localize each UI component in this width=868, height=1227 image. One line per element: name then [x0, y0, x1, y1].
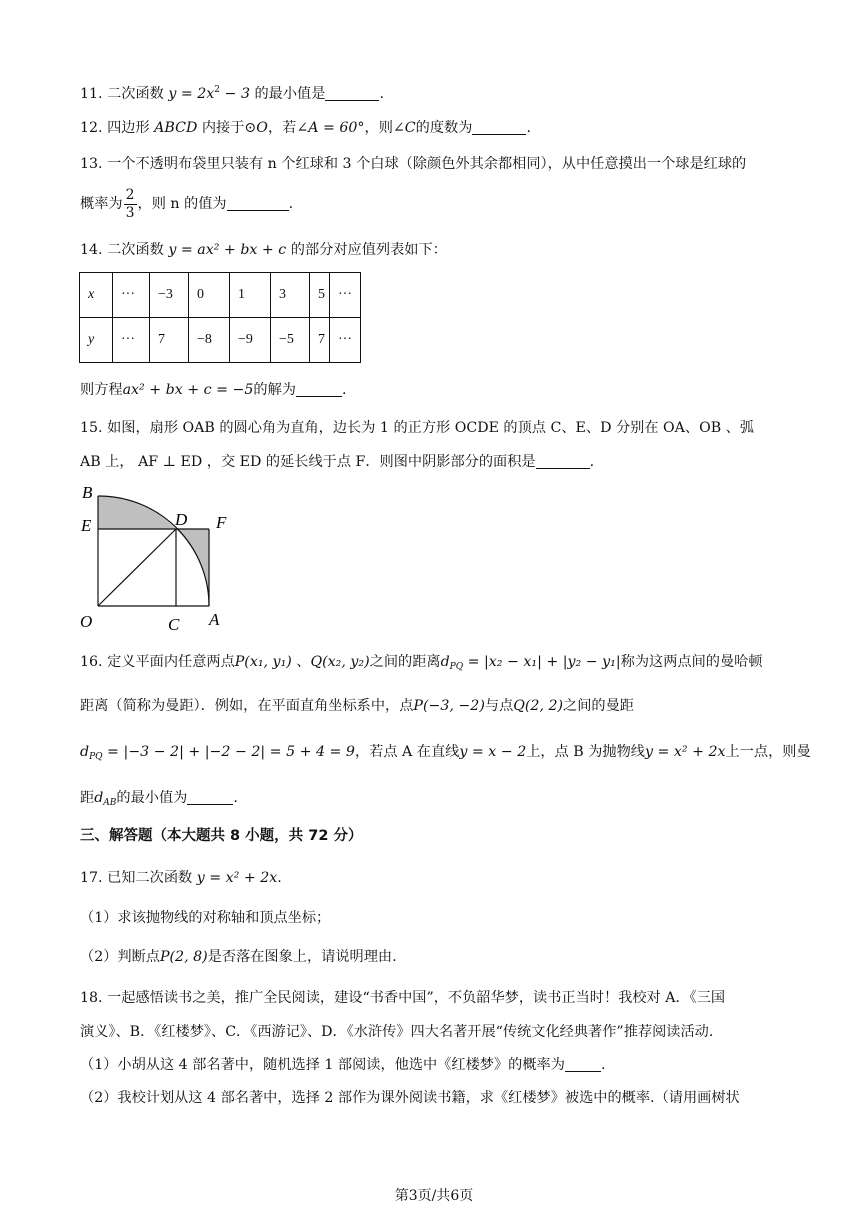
table-cell: −3 [150, 273, 189, 318]
page-number: 第3页/共6页 [394, 1188, 474, 1204]
table-cell: −5 [271, 318, 310, 363]
table-cell: ··· [330, 273, 361, 318]
q16-distance-formula: = |x₂ − x₁| + |y₂ − y₁| [463, 654, 621, 670]
q16-line3-sub: PQ [89, 752, 103, 762]
q16-point-p: P(x₁, y₁) [234, 654, 292, 670]
q14-after-suffix: 的解为 [253, 382, 296, 398]
q15-line1: 15. 如图，扇形 OAB 的圆心角为直角，边长为 1 的正方形 OCDE 的顶点 C、E、D 分别在 OA、OB 、弧 [80, 420, 755, 436]
q16-line2 [80, 696, 634, 716]
label-O: O [80, 612, 93, 631]
table-cell: 3 [271, 273, 310, 318]
q17-sub1: （1）求该抛物线的对称轴和顶点坐标； [80, 910, 331, 926]
q16-line2-c: 之间的曼距 [563, 698, 634, 714]
q12-answer-blank[interactable] [472, 120, 526, 135]
q16-answer-blank[interactable] [187, 790, 233, 805]
q11-end: . [379, 86, 384, 102]
table-cell: y [80, 318, 113, 363]
table-cell: 7 [150, 318, 189, 363]
table-cell: ··· [113, 318, 150, 363]
q16-distance-symbol: d [440, 654, 450, 670]
table-cell: −8 [189, 318, 230, 363]
q14-suffix: 的部分对应值列表如下： [290, 242, 447, 258]
q15-answer-blank[interactable] [536, 454, 590, 469]
q16-example-q: Q(2, 2) [513, 698, 564, 714]
q13-answer-blank[interactable] [227, 196, 289, 211]
table-row-x [80, 273, 361, 318]
q18-sub2: （2）我校计划从这 4 部名著中，选择 2 部作为课外阅读书籍，求《红楼梦》被选中的概率.（请用画树状 [80, 1090, 740, 1106]
q17-sub2-suffix: 是否落在图象上，请说明理由. [207, 949, 397, 965]
label-C: C [168, 615, 180, 634]
q12-angle-c: ∠C [392, 120, 416, 136]
q16-line4-symbol: d [94, 790, 104, 806]
q16-line4 [80, 788, 238, 813]
q17-point: P(2, 8) [159, 949, 208, 965]
q17-formula: y = x² + 2x [196, 870, 278, 886]
q13-frac-den: 3 [125, 204, 135, 221]
q16-text-f: 称为这两点间的曼哈顿 [620, 654, 763, 670]
q13-line2 [80, 184, 293, 224]
q16-example-p: P(−3, −2) [413, 698, 485, 714]
q12-quadrilateral: ABCD [154, 120, 198, 136]
q16-line4-b: 的最小值为 [116, 790, 188, 806]
label-B: B [82, 483, 93, 502]
q12-angle-a: ∠A = 60° [296, 120, 365, 136]
q17-line [80, 868, 282, 888]
q11-formula: y = 2x [168, 86, 215, 102]
table-cell: 1 [230, 273, 271, 318]
q11-answer-blank[interactable] [325, 86, 379, 101]
q16-text-c: 之间的距离 [369, 654, 441, 670]
q12-mid2: ，若 [267, 120, 297, 136]
q12-suffix: 的度数为 [415, 120, 473, 136]
q11-exponent: 2 [214, 85, 221, 95]
q11-suffix: 的最小值是 [254, 86, 326, 102]
q16-point-q: Q(x₂, y₂) [310, 654, 370, 670]
q18-line2: 演义》、B．《红楼梦》、C．《西游记》、D．《水浒传》四大名著开展“传统文化经典著作”推荐阅读活动. [80, 1024, 714, 1040]
q16-line-eq: y = x − 2 [459, 744, 527, 760]
q14-formula: y = ax² + bx + c [168, 242, 287, 258]
q15-line2 [80, 452, 594, 472]
q16-line3-b: ，若点 A 在直线 [354, 744, 460, 760]
q16-line2-b: 与点 [484, 698, 514, 714]
q16-line4-sub: AB [103, 798, 117, 808]
q17-sub2-prefix: （2）判断点 [80, 949, 160, 965]
q17-sub2 [80, 947, 397, 967]
table-row-y [80, 318, 361, 363]
q16-distance-sub: PQ [449, 662, 464, 672]
q14-prefix: 14. 二次函数 [80, 242, 164, 258]
q16-example-calc: = |−3 − 2| + |−2 − 2| = 5 + 4 = 9 [102, 744, 355, 760]
q13-suffix: ，则 n 的值为 [137, 196, 227, 212]
q16-text-a: 16. 定义平面内任意两点 [80, 654, 235, 670]
q11-prefix: 11. 二次函数 [80, 86, 164, 102]
q17-end: . [277, 870, 282, 886]
q12-circle: ⊙O [244, 120, 268, 136]
q16-line3-c: 上，点 B 为抛物线 [526, 744, 645, 760]
table-cell: 5 [310, 273, 330, 318]
q11-line [80, 80, 384, 104]
q13-fraction [124, 187, 137, 222]
q15-prefix: AB 上， AF ⊥ ED ，交 ED 的延长线于点 F．则图中阴影部分的面积是 [80, 454, 536, 470]
q16-parabola-eq: y = x² + 2x [645, 744, 726, 760]
value-table [79, 272, 361, 363]
q12-line [80, 118, 531, 138]
label-D: D [175, 510, 188, 529]
q18-sub1-end: . [600, 1057, 606, 1073]
segment-OD [98, 529, 176, 606]
table-cell: −9 [230, 318, 271, 363]
q17-prefix: 17. 已知二次函数 [80, 870, 193, 886]
q16-line3-e: 上一点，则曼 [725, 744, 811, 760]
q12-prefix: 12. 四边形 [80, 120, 150, 136]
q16-end: . [233, 790, 238, 806]
q12-mid1: 内接于 [201, 120, 245, 136]
q16-text-b: 、 [291, 654, 311, 670]
q14-after-prefix: 则方程 [80, 382, 123, 398]
q18-sub1-text: （1）小胡从这 4 部名著中，随机选择 1 部阅读，他选中《红楼梦》的概率为 [80, 1057, 565, 1073]
label-F: F [216, 513, 227, 532]
table-cell: ··· [113, 273, 150, 318]
q18-answer-blank[interactable] [565, 1057, 601, 1072]
q13-end: . [288, 196, 294, 212]
table-cell: x [80, 273, 113, 318]
q16-line4-a: 距 [80, 790, 95, 806]
q16-line2-a: 距离（简称为曼距）．例如，在平面直角坐标系中，点 [80, 698, 414, 714]
q13-prefix: 概率为 [80, 196, 123, 212]
shaded-region-right [176, 529, 209, 606]
q14-answer-blank[interactable] [296, 382, 342, 397]
table-cell: ··· [330, 318, 361, 363]
sector-square-figure [72, 478, 242, 638]
label-A: A [209, 610, 220, 629]
q16-line3 [80, 742, 811, 767]
label-E: E [81, 516, 92, 535]
q18-sub1 [80, 1055, 605, 1075]
q16-line1 [80, 652, 763, 677]
shaded-region-top [98, 496, 176, 529]
q16-line3-symbol: d [80, 744, 90, 760]
q12-mid3: ，则 [364, 120, 393, 136]
q13-line1: 13. 一个不透明布袋里只装有 n 个红球和 3 个白球（除颜色外其余都相同），从中任意摸出一个球是红球的 [80, 156, 747, 172]
q14-equation: ax² + bx + c = −5 [122, 382, 254, 398]
q12-end: . [526, 120, 531, 136]
table-cell: 0 [189, 273, 230, 318]
section-heading: 三、解答题（本大题共 8 小题，共 72 分） [80, 828, 363, 844]
q14-after-line [80, 380, 346, 400]
q13-frac-num: 2 [125, 186, 135, 203]
table-cell: 7 [310, 318, 330, 363]
q11-formula-tail: − 3 [220, 86, 250, 102]
q14-end: . [341, 382, 347, 398]
q15-end: . [589, 454, 595, 470]
q18-line1: 18. 一起感悟读书之美，推广全民阅读，建设“书香中国”，不负韶华梦，读书正当时！我校对 A．《三国 [80, 990, 726, 1006]
q14-line [80, 240, 447, 260]
